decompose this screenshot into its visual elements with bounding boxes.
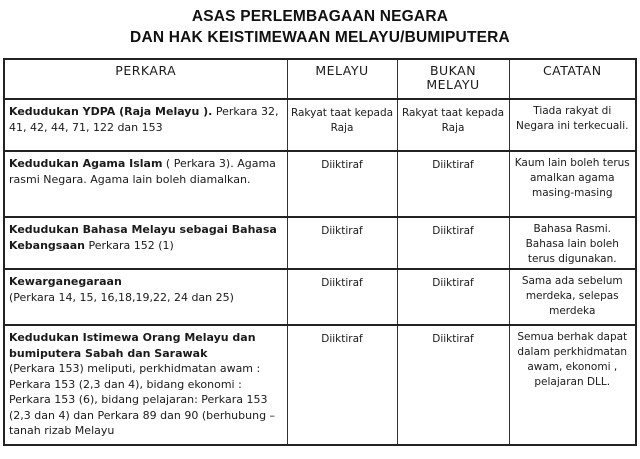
perkara-text: Perkara 152 (1) — [85, 238, 174, 252]
header-bukan-melayu-line2: MELAYU — [426, 77, 480, 92]
table-row — [4, 325, 636, 445]
perkara-text: Perkara 32, 41, 42, 44, 71, 122 dan 153 — [9, 105, 279, 134]
header-catatan: CATATAN — [509, 59, 636, 99]
table-header-row — [4, 59, 636, 99]
cell-melayu: Diiktiraf — [287, 217, 397, 269]
cell-perkara — [4, 269, 287, 325]
header-melayu: MELAYU — [287, 59, 397, 99]
perkara-text: ( Perkara 3). Agama rasmi Negara. Agama lain boleh diamalkan. — [9, 157, 276, 186]
cell-catatan: Tiada rakyat di Negara ini terkecuali. — [509, 99, 636, 151]
cell-bukan-melayu: Diiktiraf — [397, 151, 509, 217]
cell-melayu: Diiktiraf — [287, 269, 397, 325]
cell-bukan-melayu: Diiktiraf — [397, 217, 509, 269]
table-row — [4, 151, 636, 217]
cell-melayu: Rakyat taat kepada Raja — [287, 99, 397, 151]
perkara-bold: Kewarganegaraan — [9, 275, 122, 288]
cell-catatan: Sama ada sebelum merdeka, selepas merdeka — [509, 269, 636, 325]
cell-catatan: Bahasa Rasmi. Bahasa lain boleh terus digunakan. — [509, 217, 636, 269]
cell-melayu: Diiktiraf — [287, 325, 397, 445]
perkara-bold: Kedudukan Bahasa Melayu sebagai Bahasa Kebangsaan — [9, 223, 277, 252]
cell-perkara — [4, 151, 287, 217]
cell-bukan-melayu: Diiktiraf — [397, 269, 509, 325]
cell-bukan-melayu: Diiktiraf — [397, 325, 509, 445]
cell-catatan: Semua berhak dapat dalam perkhidmatan awam, ekonomi , pelajaran DLL. — [509, 325, 636, 445]
perkara-bold: Kedudukan Istimewa Orang Melayu dan bumiputera Sabah dan Sarawak — [9, 331, 256, 360]
header-bukan-melayu — [397, 59, 509, 99]
perkara-bold: Kedudukan Agama Islam — [9, 157, 163, 170]
header-perkara: PERKARA — [4, 59, 287, 99]
cell-perkara — [4, 217, 287, 269]
cell-bukan-melayu: Rakyat taat kepada Raja — [397, 99, 509, 151]
table-row — [4, 269, 636, 325]
title-line-2: DAN HAK KEISTIMEWAAN MELAYU/BUMIPUTERA — [130, 29, 510, 46]
perkara-bold: Kedudukan YDPA (Raja Melayu ). — [9, 105, 213, 118]
title-line-1: ASAS PERLEMBAGAAN NEGARA — [191, 8, 449, 25]
perkara-text: (Perkara 153) meliputi, perkhidmatan awam : Perkara 153 (2,3 dan 4), bidang ekonomi : Perkara 153 (6), bidang pelajaran: Perkara 153 (2,3 dan 4) dan Perkara 89 dan 90 (berhubung – tanah rizab Melayu — [9, 362, 276, 437]
perkara-text: (Perkara 14, 15, 16,18,19,22, 24 dan 25) — [9, 290, 234, 304]
cell-perkara — [4, 325, 287, 445]
table-row — [4, 217, 636, 269]
cell-perkara — [4, 99, 287, 151]
cell-melayu: Diiktiraf — [287, 151, 397, 217]
page-title — [0, 6, 640, 48]
header-bukan-melayu-line1: BUKAN — [429, 63, 477, 78]
table-row — [4, 99, 636, 151]
constitution-table — [3, 58, 637, 446]
cell-catatan: Kaum lain boleh terus amalkan agama masing-masing — [509, 151, 636, 217]
